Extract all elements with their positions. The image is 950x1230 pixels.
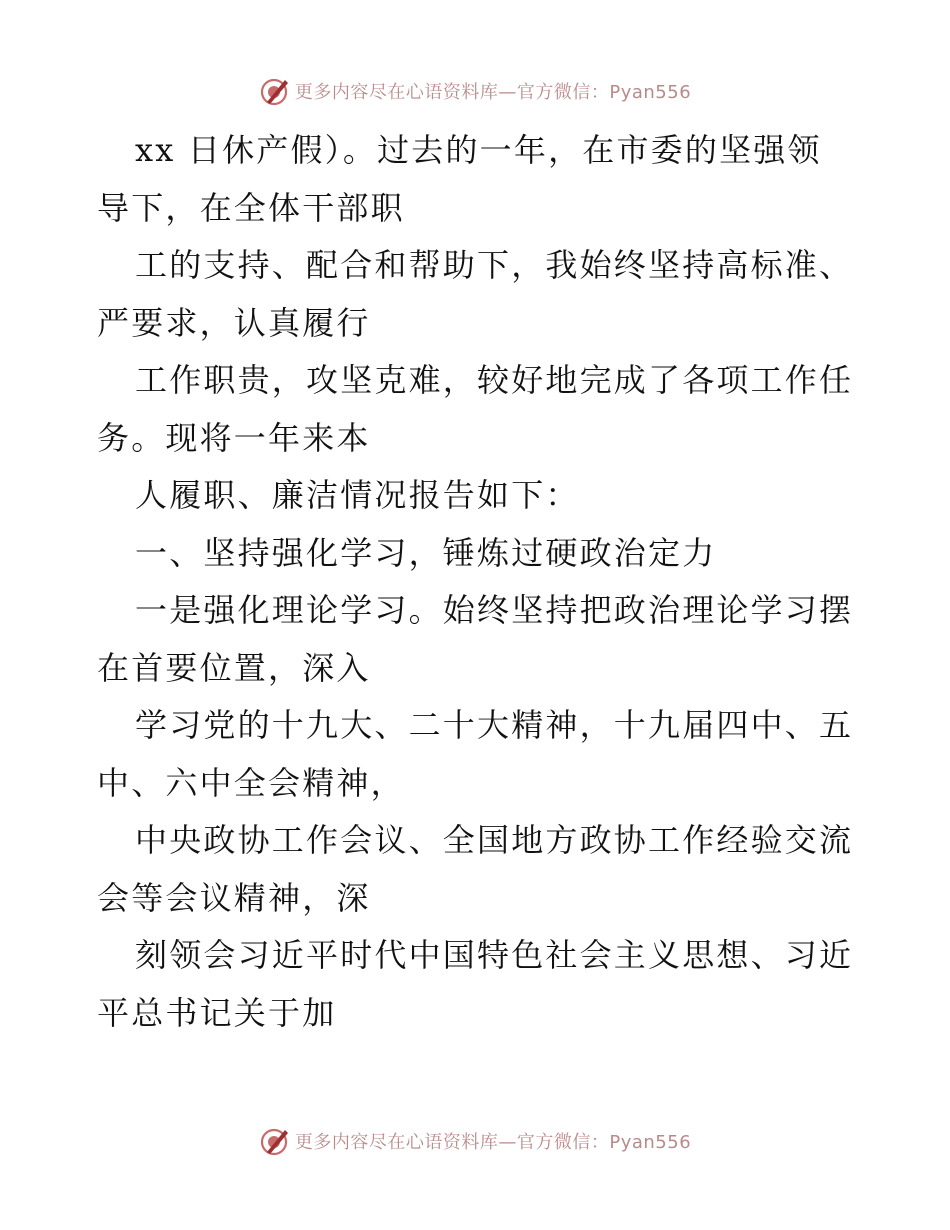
watermark-text: 更多内容尽在心语资料库—官方微信：Pyan556 xyxy=(294,82,692,103)
section-heading: 一、坚持强化学习，锤炼过硬政治定力 xyxy=(135,533,717,572)
body-line: xx 日休产假）。过去的一年，在市委的坚强领 xyxy=(135,131,822,169)
quill-logo-icon xyxy=(259,1125,291,1157)
header-watermark-banner xyxy=(0,71,950,111)
document-body xyxy=(97,122,857,1042)
body-line: 刻领会习近平时代中国特色社会主义思想、习近 xyxy=(135,936,854,974)
body-line: 中、六中全会精神， xyxy=(97,763,405,802)
footer-watermark-banner xyxy=(0,1121,950,1161)
body-line: 学习党的十九大、二十大精神，十九届四中、五 xyxy=(135,706,854,744)
body-line: 务。现将一年来本 xyxy=(97,418,371,457)
body-line: 工的支持、配合和帮助下，我始终坚持高标准、 xyxy=(135,246,854,284)
body-line: 严要求，认真履行 xyxy=(97,303,371,342)
body-line: 导下，在全体干部职 xyxy=(97,188,405,227)
body-line: 工作职贵，攻坚克难，较好地完成了各项工作任 xyxy=(135,361,854,399)
body-line: 会等会议精神，深 xyxy=(97,878,371,917)
body-line: 平总书记关于加 xyxy=(97,993,337,1032)
quill-logo-icon xyxy=(259,75,291,107)
body-line: 在首要位置，深入 xyxy=(97,648,371,687)
body-line: 一是强化理论学习。始终坚持把政治理论学习摆 xyxy=(135,591,854,629)
body-line: 中央政协工作会议、全国地方政协工作经验交流 xyxy=(135,821,854,859)
body-line: 人履职、廉洁情况报告如下： xyxy=(135,476,580,514)
watermark-text: 更多内容尽在心语资料库—官方微信：Pyan556 xyxy=(294,1132,692,1153)
